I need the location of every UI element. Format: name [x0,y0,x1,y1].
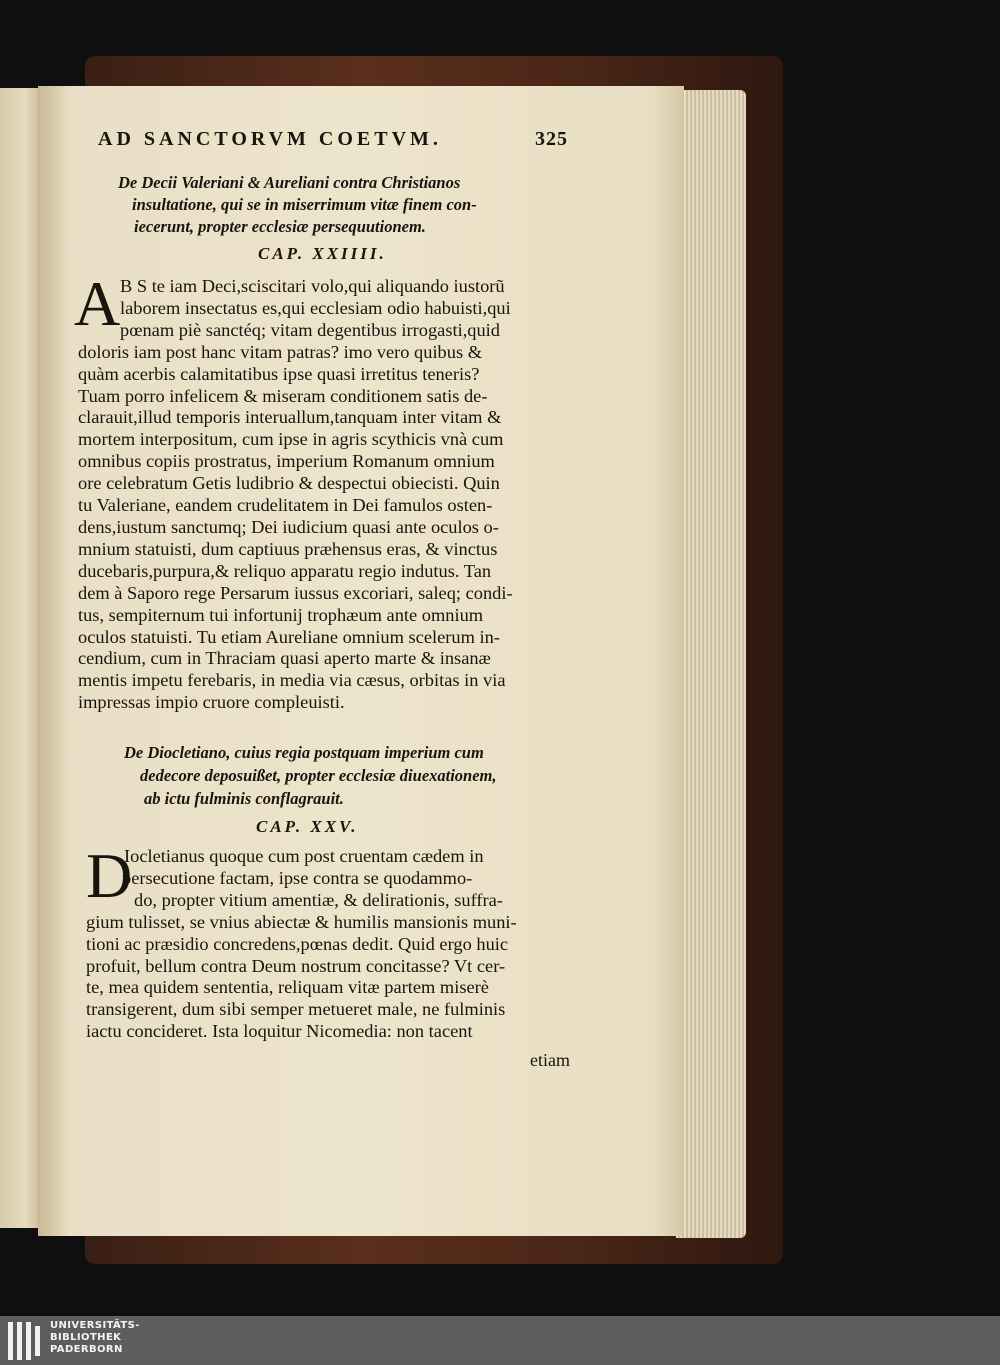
catchword: etiam [530,1050,570,1070]
text-line: persecutione factam, ipse contra se quodammo- [122,867,473,888]
text-line: dem à Saporo rege Persarum iussus excoriari, saleq; condi- [78,582,513,603]
text-line: Tuam porro infelicem & miseram conditionem satis de- [78,385,488,406]
chapter-25-cap-label: CAP. XXV. [256,817,359,836]
text-line: mnium statuisti, dum captiuus præhensus eras, & vinctus [78,538,498,559]
chapter-24-heading-line-2: insultatione, qui se in miserrimum vitæ finem con- [132,195,477,214]
chapter-24-cap-label: CAP. XXIIII. [258,244,387,263]
text-line: ducebaris,purpura,& reliquo apparatu regio indutus. Tan [78,560,492,581]
text-line: laborem insectatus es,qui ecclesiam odio habuisti,qui [120,297,511,318]
text-line: profuit, bellum contra Deum nostrum concitasse? Vt cer- [86,955,506,976]
page-number: 325 [535,128,568,150]
text-line: te, mea quidem sententia, reliquam vitæ partem miserè [86,977,489,998]
running-head-title: AD SANCTORVM COETVM. [98,128,442,150]
text-line: do, propter vitium amentiæ, & delirationis, suffra- [134,889,503,910]
logo-line: BIBLIOTHEK [50,1332,122,1343]
text-line: ore celebratum Getis ludibrio & despectui obiecisti. Quin [78,473,500,494]
text-line: mortem interpositum, cum ipse in agris scythicis vnà cum [78,429,504,450]
text-line: pœnam piè sanctéq; vitam degentibus irrogasti,quid [120,319,500,340]
chapter-25-heading-line-3: ab ictu fulminis conflagrauit. [144,789,344,808]
text-line: transigerent, dum sibi semper metueret male, ne fulminis [86,999,506,1020]
chapter-24-heading-line-3: iecerunt, propter ecclesiæ persequutionem. [134,217,426,236]
text-line: gium tulisset, se vnius abiectæ & humilis mansionis muni- [86,911,517,932]
chapter-25-heading-line-2: dedecore deposuißet, propter ecclesiæ diuexationem, [140,766,497,785]
logo-line: PADERBORN [50,1344,123,1355]
text-line: tu Valeriane, eandem crudelitatem in Dei famulos osten- [78,495,493,516]
text-line: omnibus copiis prostratus, imperium Romanum omnium [78,451,495,472]
text-line: impressas impio cruore compleuisti. [78,692,345,713]
page-block-edges [676,90,746,1238]
chapter-25-heading-line-1: De Diocletiano, cuius regia postquam imperium cum [124,743,484,762]
text-line: tus, sempiternum tui infortunij trophæum ante omnium [78,604,484,625]
text-line: Iocletianus quoque cum post cruentam cædem in [124,846,484,866]
left-page-edge [0,88,42,1228]
text-line: doloris iam post hanc vitam patras? imo vero quibus & [78,341,483,362]
text-line: tioni ac præsidio concredens,pœnas dedit. Quid ergo huic [86,933,509,954]
chapter-24-text [78,276,566,714]
text-line: oculos statuisti. Tu etiam Aureliane omnium scelerum in- [78,626,500,647]
text-line: clarauit,illud temporis interuallum,tanquam inter vitam & [78,407,502,428]
text-line: mentis impetu ferebaris, in media via cæsus, orbitas in via [78,670,506,691]
running-head [98,128,568,151]
chapter-24-heading-line-1: De Decii Valeriani & Aureliani contra Christianos [118,173,461,192]
library-logo-text [50,1320,140,1356]
footer-bar [0,1316,1000,1365]
text-line: quàm acerbis calamitatibus ipse quasi irretitus teneris? [78,363,480,384]
chapter-25-drop-cap: D [86,840,133,911]
text-line: dens,iustum sanctumq; Dei iudicium quasi ante oculos o- [78,516,499,537]
chapter-24-drop-cap: A [74,268,121,339]
text-line: B S te iam Deci,sciscitari volo,qui aliquando iustorũ [120,276,505,296]
chapter-25-text [86,840,570,1043]
text-line: iactu concideret. Ista loquitur Nicomedia: non tacent [86,1021,473,1042]
logo-line: UNIVERSITÄTS- [50,1320,140,1331]
library-logo-icon [6,1320,46,1362]
text-line: cendium, cum in Thraciam quasi aperto marte & insanæ [78,648,491,669]
